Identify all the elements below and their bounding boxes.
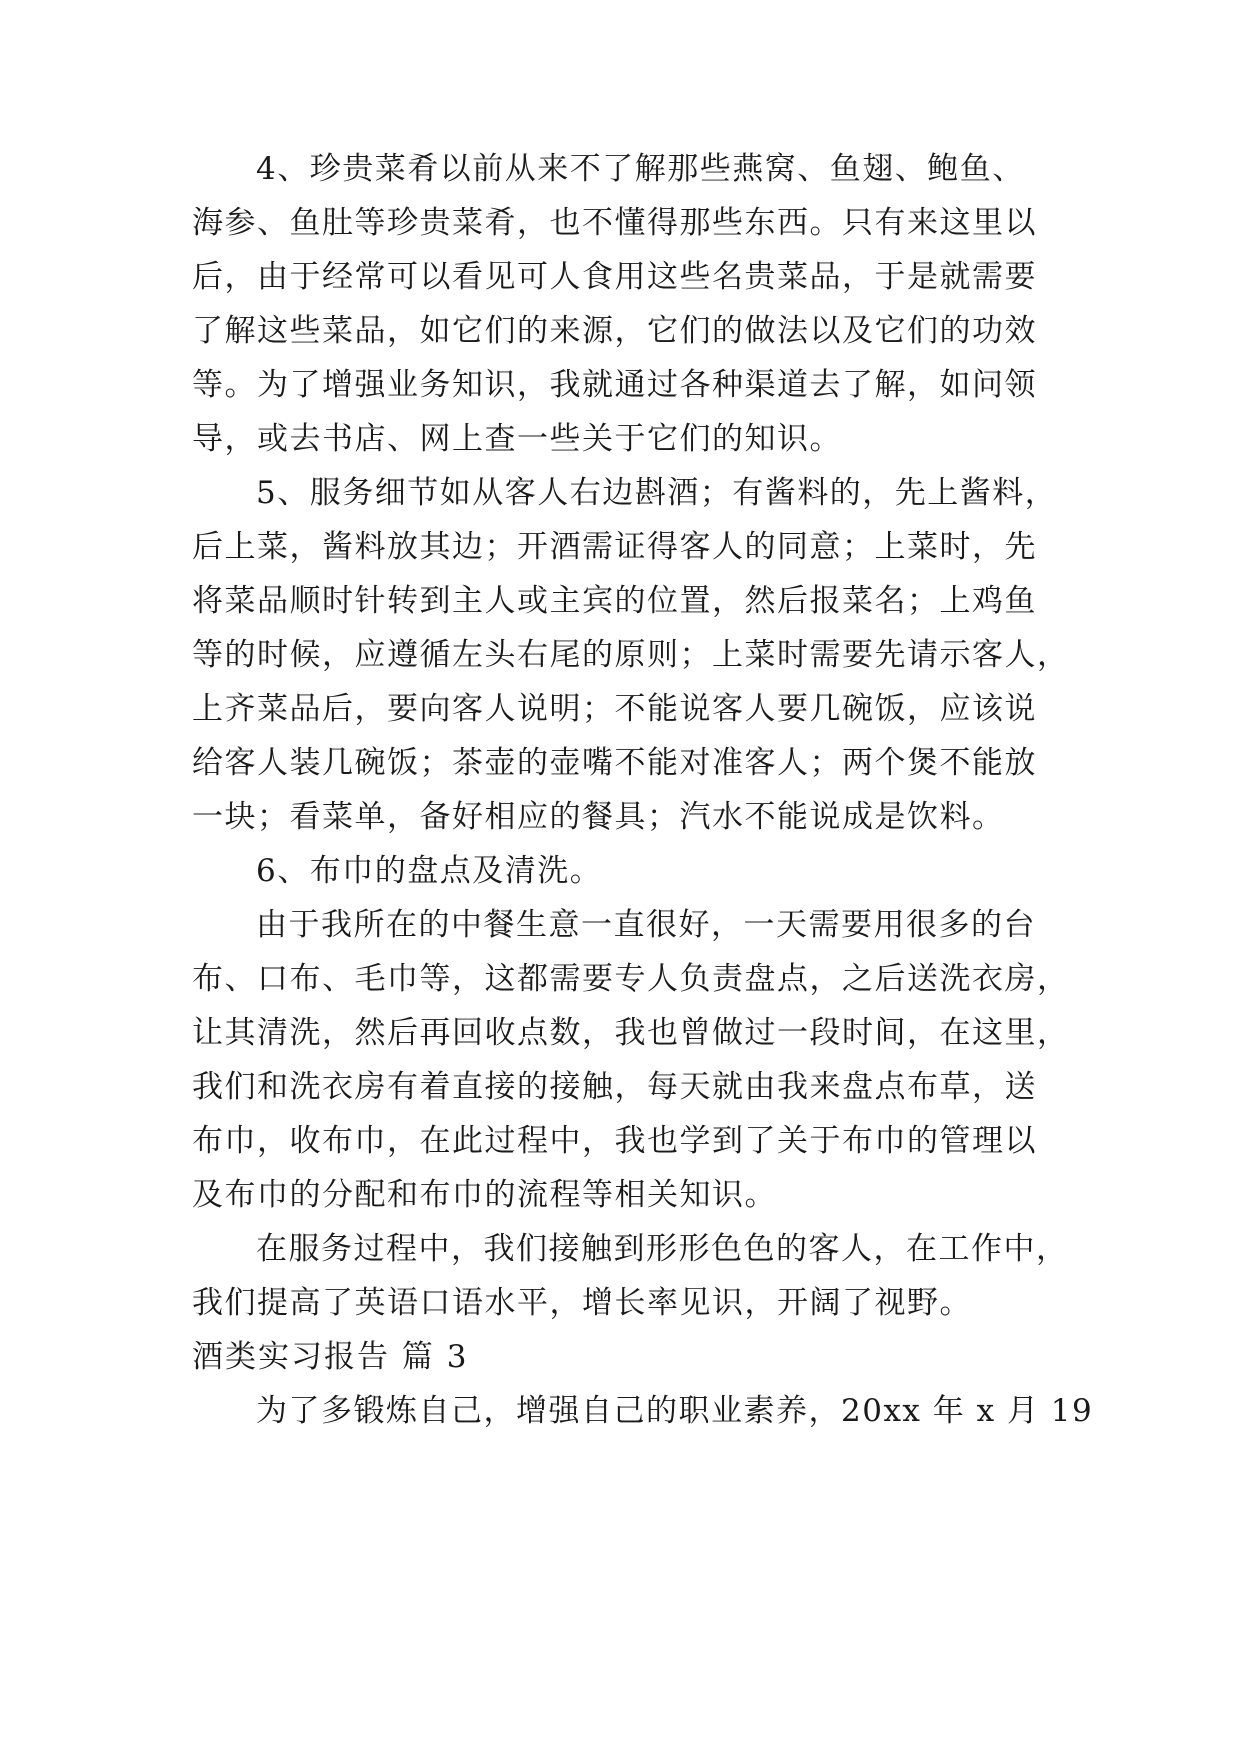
- paragraph-linen-line-2: 布、口布、毛巾等，这都需要专人负责盘点，之后送洗衣房，: [192, 961, 1070, 997]
- paragraph-5-line-1: 5、服务细节如从客人右边斟酒；有酱料的，先上酱料，: [256, 475, 1058, 511]
- paragraph-linen-line-3: 让其清洗，然后再回收点数，我也曾做过一段时间，在这里，: [192, 1015, 1070, 1051]
- paragraph-linen-line-1: 由于我所在的中餐生意一直很好，一天需要用很多的台: [256, 907, 1036, 943]
- paragraph-linen-line-6: 及布巾的分配和布巾的流程等相关知识。: [192, 1177, 777, 1213]
- paragraph-5-line-6: 给客人装几碗饭；茶壶的壶嘴不能对准客人；两个煲不能放: [192, 745, 1037, 781]
- paragraph-4-line-6: 导，或去书店、网上查一些关于它们的知识。: [192, 421, 842, 457]
- paragraph-linen-line-4: 我们和洗衣房有着直接的接触，每天就由我来盘点布草，送: [192, 1069, 1037, 1105]
- paragraph-4-line-5: 等。为了增强业务知识，我就通过各种渠道去了解，如问领: [192, 367, 1037, 403]
- paragraph-summary-line-1: 在服务过程中，我们接触到形形色色的客人，在工作中，: [256, 1231, 1069, 1267]
- paragraph-4-line-2: 海参、鱼肚等珍贵菜肴，也不懂得那些东西。只有来这里以: [192, 205, 1037, 241]
- paragraph-4-line-4: 了解这些菜品，如它们的来源，它们的做法以及它们的功效: [192, 313, 1037, 349]
- paragraph-6-heading: 6、布巾的盘点及清洗。: [256, 853, 603, 889]
- paragraph-5-line-3: 将菜品顺时针转到主人或主宾的位置，然后报菜名；上鸡鱼: [192, 583, 1037, 619]
- section-heading: 酒类实习报告 篇 3: [192, 1339, 469, 1375]
- paragraph-5-line-4: 等的时候，应遵循左头右尾的原则；上菜时需要先请示客人，: [192, 637, 1070, 673]
- paragraph-4-line-1: 4、珍贵菜肴以前从来不了解那些燕窝、鱼翅、鲍鱼、: [256, 151, 1025, 187]
- paragraph-5-line-2: 后上菜，酱料放其边；开酒需证得客人的同意；上菜时，先: [192, 529, 1037, 565]
- paragraph-summary-line-2: 我们提高了英语口语水平，增长率见识，开阔了视野。: [192, 1285, 972, 1321]
- paragraph-intro-line-1: 为了多锻炼自己，增强自己的职业素养，20xx 年 x 月 19: [256, 1393, 1094, 1429]
- paragraph-4-line-3: 后，由于经常可以看见可人食用这些名贵菜品，于是就需要: [192, 259, 1037, 295]
- paragraph-5-line-7: 一块；看菜单，备好相应的餐具；汽水不能说成是饮料。: [192, 799, 1005, 835]
- paragraph-5-line-5: 上齐菜品后，要向客人说明；不能说客人要几碗饭，应该说: [192, 691, 1037, 727]
- paragraph-linen-line-5: 布巾，收布巾，在此过程中，我也学到了关于布巾的管理以: [192, 1123, 1037, 1159]
